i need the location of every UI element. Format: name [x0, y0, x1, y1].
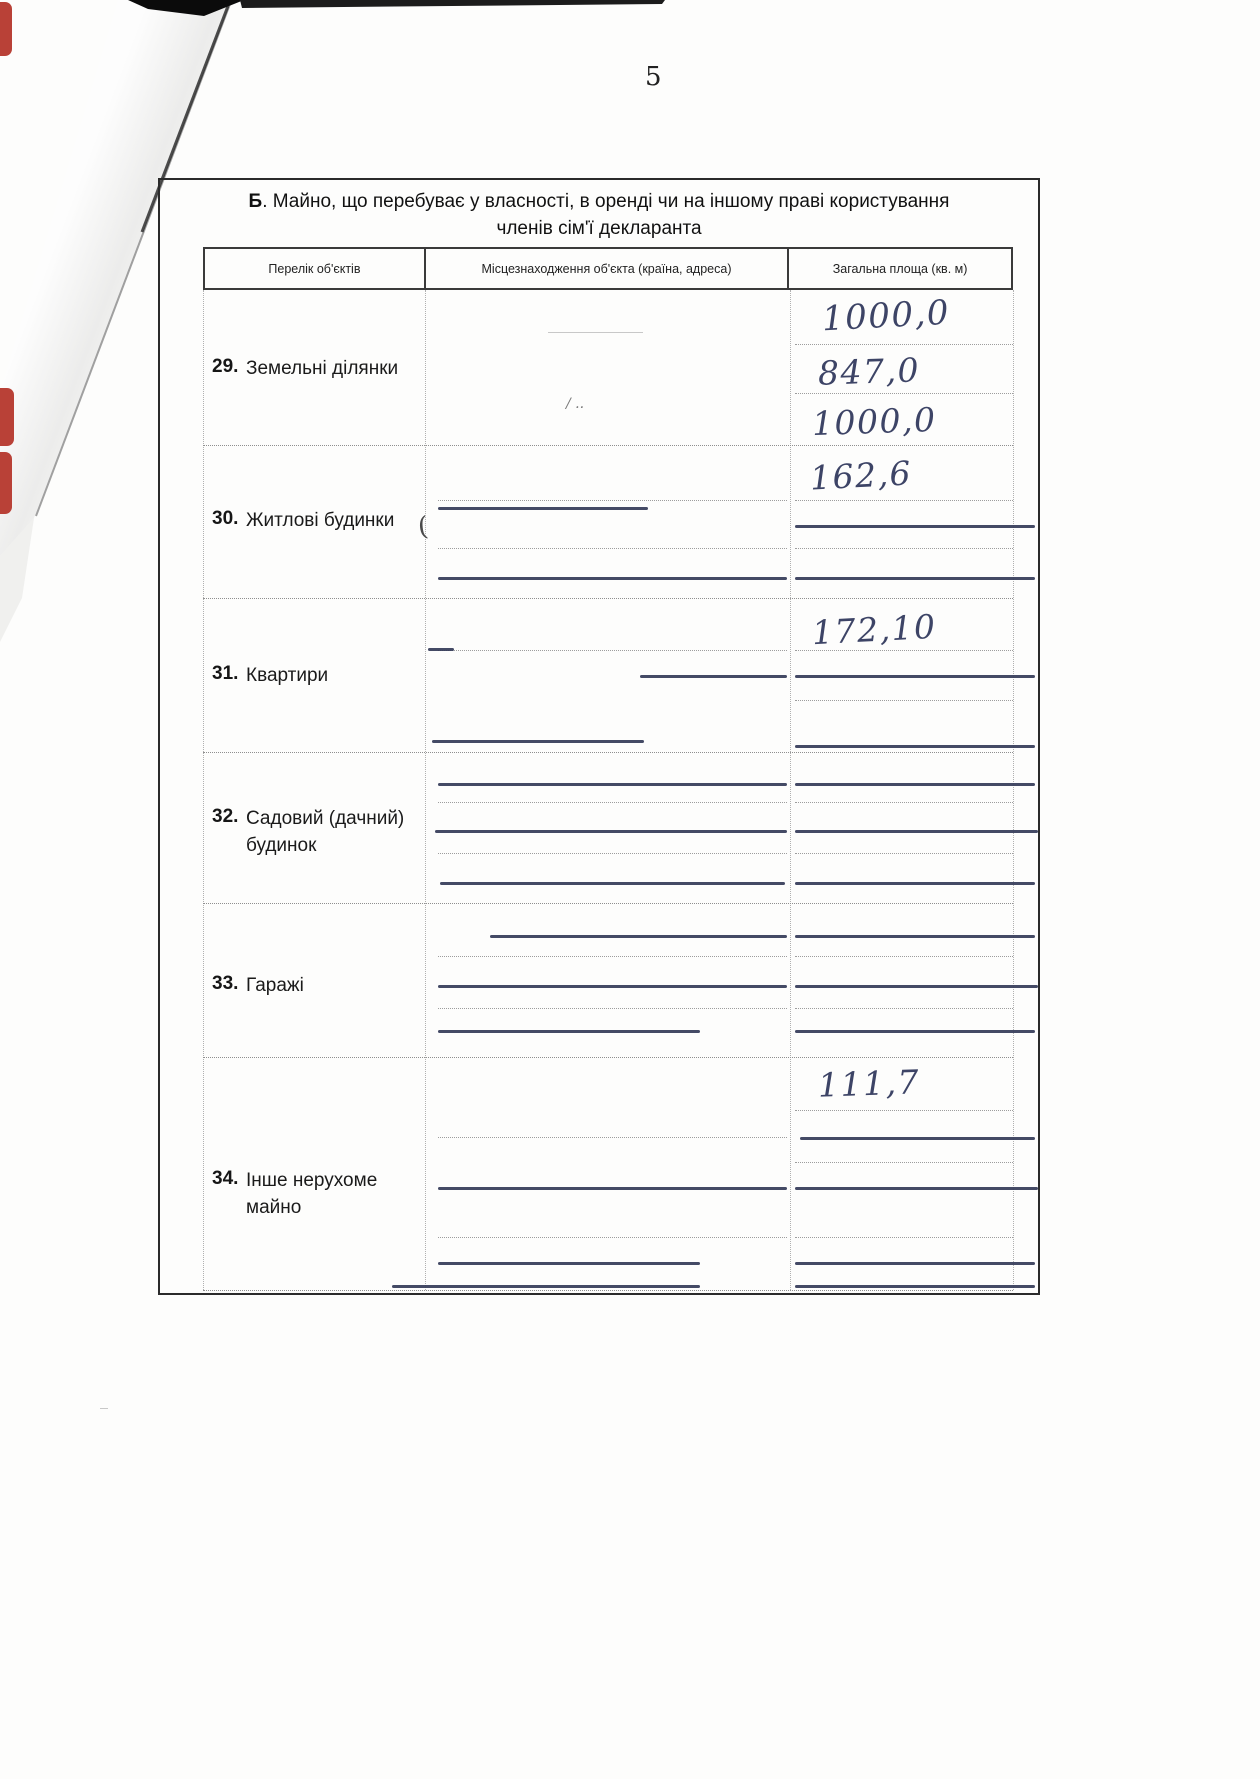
dotted-line [795, 1162, 1013, 1163]
ink-line [795, 675, 1035, 678]
red-edge-mark [0, 388, 14, 446]
ink-line [795, 1030, 1035, 1033]
row-31-label: Квартири [246, 665, 329, 686]
dotted-line [795, 1008, 1013, 1009]
handwritten-area-value: 172,10 [811, 606, 938, 653]
row-separator [203, 752, 1013, 753]
ink-line [795, 1285, 1035, 1288]
row-29-label: Земельні ділянки [246, 358, 399, 379]
handwritten-area-value: 111,7 [817, 1062, 921, 1105]
dotted-line [795, 650, 1013, 651]
dotted-line [438, 650, 787, 651]
row-separator [203, 1290, 1013, 1291]
dotted-line [795, 802, 1013, 803]
row-34-label: Інше нерухоме майно [246, 1170, 378, 1218]
ink-line [795, 1187, 1038, 1190]
row-separator [203, 903, 1013, 904]
section-title-line2: членів сім'ї декларанта [496, 218, 702, 239]
ink-line [435, 830, 787, 833]
dotted-line [795, 344, 1013, 345]
top-edge-line [240, 0, 665, 8]
section-title [168, 188, 1030, 242]
row-separator [203, 598, 1013, 599]
dotted-line [438, 956, 787, 957]
ink-line [438, 985, 787, 988]
handwritten-area-value: 162,6 [809, 453, 913, 498]
row-30-number: 30. [212, 508, 239, 529]
faint-line [548, 332, 643, 333]
ink-line [438, 577, 787, 580]
ink-line [438, 783, 787, 786]
pen-slash-mark: / .. [566, 396, 585, 412]
table-header [203, 247, 1013, 290]
dotted-line [795, 1237, 1013, 1238]
section-b-box [158, 178, 1040, 1295]
ink-line [640, 675, 787, 678]
dotted-line [438, 500, 787, 501]
ink-line [438, 507, 648, 510]
dotted-line [795, 393, 1013, 394]
ink-line [795, 783, 1035, 786]
handwritten-area-value: 1000,0 [821, 292, 951, 340]
row-32-label: Садовий (дачний) будинок [246, 808, 405, 856]
ink-line [795, 985, 1038, 988]
dotted-line [438, 853, 787, 854]
pen-paren-mark: ( [416, 511, 430, 543]
dotted-line [795, 956, 1013, 957]
dotted-line [438, 1237, 787, 1238]
ink-line [795, 745, 1035, 748]
ink-line [800, 1137, 1035, 1140]
ink-line [438, 1030, 700, 1033]
ink-line [795, 525, 1035, 528]
ink-line [795, 830, 1038, 833]
table-vline [425, 290, 426, 1290]
dotted-line [795, 853, 1013, 854]
dotted-line [795, 500, 1013, 501]
row-32-number: 32. [212, 806, 239, 827]
column-header-area: Загальна площа (кв. м) [832, 261, 968, 276]
row-33-label: Гаражі [246, 975, 304, 996]
ink-line [795, 577, 1035, 580]
ink-line [432, 740, 644, 743]
ink-line [438, 1187, 787, 1190]
handwritten-area-value: 1000,0 [811, 399, 938, 444]
dotted-line [795, 1110, 1013, 1111]
column-header-objects: Перелік об'єктів [205, 249, 426, 288]
row-33-number: 33. [212, 973, 239, 994]
dotted-line [438, 802, 787, 803]
handwritten-area-value: 847,0 [817, 350, 921, 393]
column-header-location: Місцезнаходження об'єкта (країна, адреса) [426, 249, 789, 288]
row-31-number: 31. [212, 663, 239, 684]
red-edge-mark [0, 452, 12, 514]
ink-line [392, 1285, 700, 1288]
ink-line [490, 935, 787, 938]
ink-line [795, 935, 1035, 938]
ink-line [438, 1262, 700, 1265]
dotted-line [795, 548, 1013, 549]
dotted-line [438, 1137, 787, 1138]
stray-mark [100, 1408, 108, 1409]
row-separator [203, 1057, 1013, 1058]
page-number: 5 [645, 62, 662, 92]
dotted-line [795, 700, 1013, 701]
dotted-line [438, 548, 787, 549]
table-vline [790, 290, 791, 1290]
row-30-label: Житлові будинки [246, 510, 395, 531]
ink-line [440, 882, 785, 885]
ink-line [795, 882, 1035, 885]
table-vline [1013, 290, 1014, 1290]
table-vline [203, 290, 204, 1290]
row-29-number: 29. [212, 356, 239, 377]
section-letter: Б [248, 191, 263, 212]
section-title-line1: Б. Майно, що перебуває у власності, в оренді чи на іншому праві користування [248, 191, 950, 212]
ink-line [428, 648, 454, 651]
row-34-number: 34. [212, 1168, 239, 1189]
ink-line [795, 1262, 1035, 1265]
row-separator [203, 445, 1013, 446]
red-edge-mark [0, 2, 12, 56]
dotted-line [438, 1008, 787, 1009]
